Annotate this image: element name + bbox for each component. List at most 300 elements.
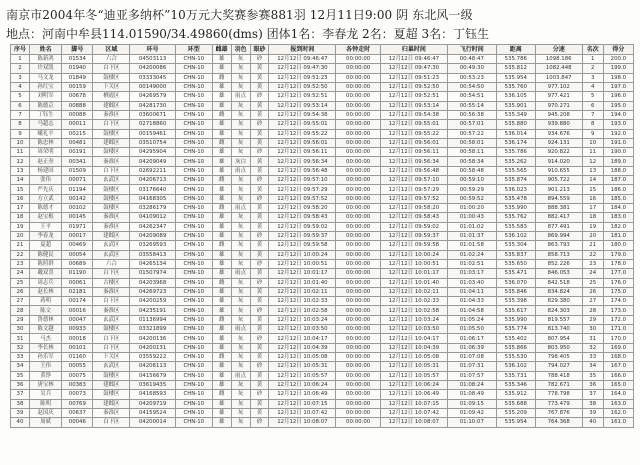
table-cell: 03559222	[130, 353, 176, 362]
table-cell: 00:49:30	[447, 64, 496, 73]
table-cell: 04269723	[130, 287, 176, 296]
table-row	[11, 110, 634, 119]
table-cell: 9	[582, 129, 603, 138]
table-cell: 535.901	[496, 101, 535, 110]
table-cell: 00:00:00	[336, 241, 381, 250]
table-row	[11, 241, 634, 250]
table-cell: 21	[582, 241, 603, 250]
table-cell: 813.740	[535, 325, 582, 334]
table-cell: 14	[11, 176, 30, 185]
table-cell: 00:00:00	[336, 157, 381, 166]
table-cell: 灰	[231, 148, 250, 157]
table-row	[11, 269, 634, 278]
table-cell: 807.954	[535, 334, 582, 343]
table-cell: CHN-10	[175, 73, 212, 82]
table-cell: 12月12日 09:54:38	[269, 110, 336, 119]
table-cell: 雄	[212, 269, 231, 278]
table-cell: 雄	[212, 362, 231, 371]
table-cell: 04109012	[130, 213, 176, 222]
table-cell: 12月12日 10:02:11	[269, 287, 336, 296]
table-cell: 535.990	[496, 204, 535, 213]
table-cell: 535.731	[496, 371, 535, 380]
column-header: 得分	[603, 45, 633, 55]
table-cell: 秦淮区	[93, 222, 130, 231]
table-cell: 877.491	[535, 222, 582, 231]
table-cell: 193.0	[603, 120, 633, 129]
table-row	[11, 353, 634, 362]
table-cell: 535.617	[496, 306, 535, 315]
table-cell: 陈文越	[29, 325, 61, 334]
table-cell: 20	[582, 231, 603, 240]
table-cell: 12月12日 09:47:30	[269, 64, 336, 73]
column-header: 各钟走时	[336, 45, 381, 55]
table-cell: 12月12日 09:59:37	[380, 231, 447, 240]
table-cell: 雄	[212, 231, 231, 240]
table-row	[11, 129, 634, 138]
table-cell: CHN-10	[175, 334, 212, 343]
table-cell: 00:57:22	[447, 129, 496, 138]
table-cell: 170.0	[603, 334, 633, 343]
table-cell: 535.786	[496, 148, 535, 157]
table-cell: 12月12日 10:00:24	[269, 250, 336, 259]
table-cell: 00:00:00	[336, 287, 381, 296]
table-cell: 181.0	[603, 231, 633, 240]
table-cell: 灰	[231, 185, 250, 194]
table-cell: 00:00:00	[336, 408, 381, 417]
table-cell: 玄武区	[93, 241, 130, 250]
table-cell: 536.102	[496, 362, 535, 371]
table-cell: 秦淮区	[93, 408, 130, 417]
table-cell: 建邺区	[93, 380, 130, 389]
table-row	[11, 55, 634, 64]
table-cell: 12月12日 10:01:40	[269, 278, 336, 287]
table-cell: 黄	[250, 297, 269, 306]
table-cell: 黄	[250, 250, 269, 259]
table-cell: 167.0	[603, 362, 633, 371]
table-cell: CHN-10	[175, 250, 212, 259]
table-cell: 197.0	[603, 82, 633, 91]
table-cell: 00637	[62, 408, 93, 417]
table-cell: 01:05:24	[447, 315, 496, 324]
table-cell: 767.876	[535, 408, 582, 417]
table-cell: 03176640	[130, 185, 176, 194]
table-cell: CHN-10	[175, 129, 212, 138]
table-cell: 黄	[250, 408, 269, 417]
table-cell: 12月12日 10:07:42	[380, 408, 447, 417]
table-cell: 赵长林	[29, 287, 61, 296]
table-cell: 535.349	[496, 110, 535, 119]
table-cell: 01190	[62, 269, 93, 278]
table-cell: 白下区	[93, 64, 130, 73]
table-cell: 00145	[62, 213, 93, 222]
table-cell: 雄	[212, 101, 231, 110]
table-cell: 12月12日 10:06:24	[269, 380, 336, 389]
table-cell: 198.0	[603, 73, 633, 82]
table-cell: 11	[11, 148, 30, 157]
table-cell: 12月12日 09:57:52	[269, 194, 336, 203]
table-cell: 灰	[231, 362, 250, 371]
table-cell: 33	[11, 353, 30, 362]
table-cell: 12月12日 09:56:11	[269, 148, 336, 157]
table-cell: 灰	[231, 250, 250, 259]
table-cell: 535.912	[496, 390, 535, 399]
table-cell: 174.0	[603, 297, 633, 306]
table-cell: 03269593	[130, 241, 176, 250]
table-cell: CHN-10	[175, 64, 212, 73]
table-cell: 雨点	[231, 269, 250, 278]
table-cell: 535.846	[496, 287, 535, 296]
table-cell: 25	[11, 278, 30, 287]
table-cell: 12月12日 09:53:14	[380, 101, 447, 110]
table-cell: 535.954	[496, 73, 535, 82]
table-cell: 王伟	[29, 362, 61, 371]
table-cell: 砂	[250, 362, 269, 371]
table-cell: 灰	[231, 213, 250, 222]
table-cell: 03286179	[130, 204, 176, 213]
table-cell: 846.053	[535, 269, 582, 278]
table-cell: 戴双喜	[29, 269, 61, 278]
table-cell: 38	[11, 399, 30, 408]
table-cell: 黄	[250, 353, 269, 362]
table-cell: CHN-10	[175, 278, 212, 287]
table-cell: 191.0	[603, 138, 633, 147]
column-header: 名次	[582, 45, 603, 55]
table-cell: 183.0	[603, 213, 633, 222]
table-cell: 12	[582, 157, 603, 166]
table-cell: 27	[11, 297, 30, 306]
table-cell: 196.0	[603, 92, 633, 101]
table-cell: 栖霞区	[93, 92, 130, 101]
table-cell: 12月12日 09:58:43	[380, 213, 447, 222]
table-cell: 12月12日 09:59:37	[269, 231, 336, 240]
table-cell: 12月12日 10:05:08	[380, 353, 447, 362]
table-cell: 12月12日 09:56:01	[380, 138, 447, 147]
table-cell: 雄	[212, 64, 231, 73]
table-cell: 04200014	[130, 418, 176, 427]
table-cell: 黄	[250, 157, 269, 166]
table-cell: 陈照群	[29, 259, 61, 268]
table-cell: 23	[582, 259, 603, 268]
table-cell: 12月12日 10:01:40	[380, 278, 447, 287]
table-cell: 雄	[212, 259, 231, 268]
table-cell: 12月12日 10:04:17	[380, 334, 447, 343]
column-header: 距离	[496, 45, 535, 55]
table-cell: 536.102	[496, 231, 535, 240]
table-cell: 灰	[231, 259, 250, 268]
table-cell: 178.0	[603, 259, 633, 268]
table-cell: 173.0	[603, 306, 633, 315]
table-cell: 雌	[212, 176, 231, 185]
table-cell: 灰	[231, 64, 250, 73]
table-cell: 34	[11, 362, 30, 371]
table-cell: 00:00:00	[336, 353, 381, 362]
table-cell: 03619435	[130, 380, 176, 389]
table-cell: 02181	[62, 287, 93, 296]
table-cell: 12月12日 10:02:58	[380, 306, 447, 315]
table-cell: 782.671	[535, 380, 582, 389]
table-cell: 12月12日 09:52:50	[380, 82, 447, 91]
table-cell: 12月12日 09:47:30	[380, 64, 447, 73]
table-cell: 00:00:00	[336, 82, 381, 91]
table-cell: 雄	[212, 408, 231, 417]
table-cell: 灰	[231, 334, 250, 343]
column-header: 飞行时间	[447, 45, 496, 55]
table-cell: 00:00:00	[336, 148, 381, 157]
table-cell: 172.0	[603, 315, 633, 324]
table-cell: 12月12日 09:56:48	[269, 166, 336, 175]
table-cell: 168.0	[603, 353, 633, 362]
table-cell: 鼓楼区	[93, 390, 130, 399]
table-cell: 04159524	[130, 408, 176, 417]
results-table-container	[10, 44, 634, 460]
table-cell: 12月12日 09:57:52	[380, 194, 447, 203]
table-cell: 163.0	[603, 399, 633, 408]
table-cell: 12月12日 09:58:20	[380, 204, 447, 213]
table-cell: 黄	[250, 371, 269, 380]
table-cell: CHN-10	[175, 390, 212, 399]
table-cell: 00:59:10	[447, 176, 496, 185]
table-cell: 黄	[250, 101, 269, 110]
table-cell: 白下区	[93, 343, 130, 352]
table-cell: 22	[11, 250, 30, 259]
table-cell: 周荣明	[29, 148, 61, 157]
table-cell: 01507974	[130, 269, 176, 278]
table-cell: 下关区	[93, 353, 130, 362]
table-cell: 陈德才	[29, 204, 61, 213]
table-cell: 灰	[231, 297, 250, 306]
table-cell: CHN-10	[175, 185, 212, 194]
table-cell: 04235191	[130, 306, 176, 315]
table-cell: 杨建国	[29, 166, 61, 175]
table-cell: 00:53:23	[447, 73, 496, 82]
table-cell: 雄	[212, 129, 231, 138]
table-cell: 雌	[212, 390, 231, 399]
table-cell: 12月12日 09:58:20	[269, 204, 336, 213]
table-cell: 00:00:00	[336, 231, 381, 240]
table-cell: 建邺区	[93, 138, 130, 147]
table-cell: 黄	[250, 241, 269, 250]
table-row	[11, 306, 634, 315]
table-cell: 04200086	[130, 64, 176, 73]
table-cell: 灰	[231, 194, 250, 203]
table-cell: 19	[11, 222, 30, 231]
table-cell: 977.421	[535, 92, 582, 101]
table-cell: 马文龙	[29, 73, 61, 82]
table-row	[11, 362, 634, 371]
table-cell: 黄	[250, 343, 269, 352]
table-cell: 12月12日 10:07:42	[269, 408, 336, 417]
table-cell: 建邺区	[93, 101, 130, 110]
table-cell: 雄	[212, 325, 231, 334]
table-cell: 秦淮区	[93, 157, 130, 166]
table-cell: 194.0	[603, 110, 633, 119]
table-cell: 00:00:00	[336, 101, 381, 110]
table-cell: 536.023	[496, 185, 535, 194]
table-cell: 30	[582, 325, 603, 334]
table-cell: CHN-10	[175, 110, 212, 119]
table-cell: 03321899	[130, 325, 176, 334]
table-cell: 39	[582, 408, 603, 417]
table-cell: 12月12日 10:04:17	[269, 334, 336, 343]
table-cell: 882.417	[535, 213, 582, 222]
table-cell: 26	[582, 287, 603, 296]
table-cell: 04209049	[130, 157, 176, 166]
page-title: 南京市2004年冬“迪亚多纳杯”10万元大奖赛参赛881羽 12月11日9:00 阴 东北风一级	[6, 8, 473, 22]
table-cell: 535.583	[496, 222, 535, 231]
table-row	[11, 64, 634, 73]
table-cell: 535.786	[496, 55, 535, 64]
table-cell: 535.471	[496, 269, 535, 278]
table-cell: 黄	[250, 64, 269, 73]
table-cell: 35	[11, 371, 30, 380]
table-cell: 04200131	[130, 343, 176, 352]
table-cell: CHN-10	[175, 148, 212, 157]
table-cell: 12月12日 09:56:11	[380, 148, 447, 157]
table-row	[11, 297, 634, 306]
table-cell: 01:08:49	[447, 390, 496, 399]
table-cell: 04295904	[130, 148, 176, 157]
table-cell: 00:00:00	[336, 390, 381, 399]
table-cell: CHN-10	[175, 82, 212, 91]
table-row	[11, 92, 634, 101]
table-cell: 184.0	[603, 204, 633, 213]
table-cell: 00:00:00	[336, 213, 381, 222]
table-cell: 6	[11, 101, 30, 110]
table-cell: 01:08:24	[447, 380, 496, 389]
table-cell: 535.650	[496, 259, 535, 268]
table-cell: 雄	[212, 55, 231, 64]
table-cell: 00:00:00	[336, 55, 381, 64]
table-cell: 12月12日 10:06:49	[380, 390, 447, 399]
table-cell: 雄	[212, 166, 231, 175]
table-cell: 40	[582, 418, 603, 427]
table-cell: 4	[582, 82, 603, 91]
table-row	[11, 120, 634, 129]
table-cell: 灰	[231, 241, 250, 250]
table-cell: 黄	[250, 204, 269, 213]
table-cell: 01:07:08	[447, 353, 496, 362]
table-cell: 砂	[250, 194, 269, 203]
table-cell: 01:07:31	[447, 362, 496, 371]
table-cell: 六合	[93, 259, 130, 268]
table-cell: 00018	[62, 334, 93, 343]
table-cell: 01:01:58	[447, 241, 496, 250]
table-cell: 12月12日 09:57:10	[380, 176, 447, 185]
table-cell: 31	[11, 334, 30, 343]
table-cell: 31	[582, 334, 603, 343]
table-cell: 834.824	[535, 287, 582, 296]
table-cell: 下关区	[93, 82, 130, 91]
table-cell: 00:00:00	[336, 194, 381, 203]
table-cell: 01:00:20	[447, 204, 496, 213]
table-cell: 00159461	[130, 129, 176, 138]
table-cell: 12月12日 09:56:01	[269, 138, 336, 147]
table-cell: 01:02:24	[447, 250, 496, 259]
table-cell: 162.0	[603, 408, 633, 417]
table-cell: 古楼区	[93, 278, 130, 287]
table-cell: 建邺区	[93, 399, 130, 408]
table-cell: 曦礼平	[29, 129, 61, 138]
table-row	[11, 157, 634, 166]
table-cell: 砂	[250, 334, 269, 343]
table-row	[11, 185, 634, 194]
table-row	[11, 166, 634, 175]
table-cell: 白下区	[93, 334, 130, 343]
table-cell: 188.0	[603, 166, 633, 175]
table-cell: 12月12日 09:57:29	[269, 185, 336, 194]
table-cell: 12月12日 09:57:10	[269, 176, 336, 185]
table-cell: 12	[11, 157, 30, 166]
table-cell: 01:00:43	[447, 213, 496, 222]
table-cell: 灰	[231, 176, 250, 185]
table-cell: 雄	[212, 185, 231, 194]
table-cell: 535.760	[496, 82, 535, 91]
table-cell: 175.0	[603, 287, 633, 296]
table-cell: 00:57:01	[447, 120, 496, 129]
table-row	[11, 343, 634, 352]
table-cell: 00678	[62, 92, 93, 101]
table-cell: 161.0	[603, 418, 633, 427]
table-cell: 00:00:00	[336, 204, 381, 213]
table-cell: 01:06:39	[447, 343, 496, 352]
table-cell: 01:01:02	[447, 222, 496, 231]
table-cell: 03510754	[130, 138, 176, 147]
table-cell: 00:58:01	[447, 138, 496, 147]
table-cell: 蒋明	[29, 297, 61, 306]
table-cell: 雄	[212, 380, 231, 389]
table-cell: 00:00:00	[336, 185, 381, 194]
table-row	[11, 213, 634, 222]
table-cell: 12月12日 09:51:23	[269, 73, 336, 82]
table-cell: 灰	[231, 343, 250, 352]
table-cell: 04168305	[130, 194, 176, 203]
table-cell: 00:59:29	[447, 185, 496, 194]
table-cell: 秦淮区	[93, 213, 130, 222]
table-cell: 鼓楼区	[93, 325, 130, 334]
table-row	[11, 380, 634, 389]
table-cell: 00017	[62, 231, 93, 240]
table-cell: 黄铮	[29, 371, 61, 380]
table-cell: 黄	[250, 325, 269, 334]
table-row	[11, 408, 634, 417]
table-cell: 玄武区	[93, 315, 130, 324]
table-cell: 535.837	[496, 250, 535, 259]
table-cell: 7	[11, 110, 30, 119]
table-cell: 黄	[250, 73, 269, 82]
table-cell: 01:04:33	[447, 297, 496, 306]
table-cell: CHN-10	[175, 259, 212, 268]
table-cell: 鼓楼区	[93, 148, 130, 157]
table-cell: 04156679	[130, 371, 176, 380]
table-cell: 17	[582, 204, 603, 213]
table-cell: 12月12日 10:08:07	[269, 418, 336, 427]
table-cell: 鼓楼区	[93, 194, 130, 203]
table-cell: 19	[582, 222, 603, 231]
table-cell: 秦淮区	[93, 110, 130, 119]
table-cell: CHN-10	[175, 166, 212, 175]
table-cell: 01940	[62, 64, 93, 73]
table-cell: 秦淮区	[93, 306, 130, 315]
table-cell: 15	[11, 185, 30, 194]
table-cell: 00933	[62, 325, 93, 334]
table-cell: 12月12日 10:00:51	[269, 259, 336, 268]
table-cell: 雌	[212, 73, 231, 82]
table-cell: 14	[582, 176, 603, 185]
table-cell: 01:01:37	[447, 231, 496, 240]
table-cell: 砂	[250, 278, 269, 287]
table-cell: 00:00:00	[336, 334, 381, 343]
table-cell: 02718860	[130, 120, 176, 129]
